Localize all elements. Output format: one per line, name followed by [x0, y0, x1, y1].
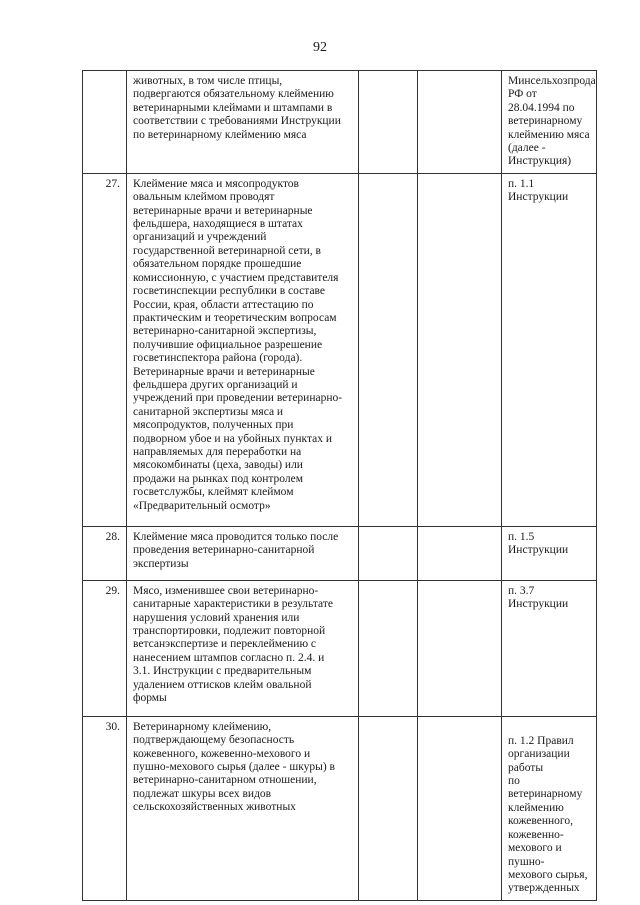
- empty-cell: [359, 526, 418, 580]
- table-row: [83, 173, 597, 526]
- empty-cell: [359, 71, 418, 174]
- reference-text: п. 3.7 Инструкции: [502, 580, 597, 716]
- row-number: [83, 71, 127, 174]
- reference-text: п. 1.2 Правил организации работы по ветеринарному клеймению кожевенного, кожевенно- мехового и пушно- мехового сырья, утвержденных: [502, 716, 597, 900]
- table-row: [83, 526, 597, 580]
- requirements-table: [82, 70, 597, 901]
- reference-text: п. 1.5 Инструкции: [502, 526, 597, 580]
- table-row: [83, 71, 597, 174]
- empty-cell: [418, 173, 502, 526]
- row-number: 27.: [83, 173, 127, 526]
- reference-text: п. 1.1 Инструкции: [502, 173, 597, 526]
- page-number: 92: [313, 40, 327, 55]
- row-number: 30.: [83, 716, 127, 900]
- empty-cell: [359, 716, 418, 900]
- empty-cell: [418, 71, 502, 174]
- empty-cell: [359, 173, 418, 526]
- empty-cell: [359, 580, 418, 716]
- requirement-text: Клеймение мяса и мясопродуктов овальным клеймом проводят ветеринарные врачи и ветеринарные фельдшера, находящиеся в штатах организаций и учреждений государственной ветеринарной сети, в обязательном порядке прошедшие комиссионную, с участием представителя госветинспекции республики в составе России, края, области аттестацию по практическим и теоретическим вопросам ветеринарно-санитарной экспертизы, получившие официальное разрешение госветинспектора района (города). Ветеринарные врачи и ветеринарные фельдшера других организаций и учреждений при проведении ветеринарно- санитарной экспертизы мяса и мясопродуктов, полученных при подворном убое и на убойных пунктах и направляемых для переработки на мясокомбинаты (цеха, заводы) или продажи на рынках под контролем госветслужбы, клеймят клеймом «Предварительный осмотр»: [127, 173, 359, 526]
- table-row: [83, 580, 597, 716]
- empty-cell: [418, 526, 502, 580]
- table-row: [83, 716, 597, 900]
- row-number: 28.: [83, 526, 127, 580]
- requirement-text: Мясо, изменившее свои ветеринарно- санитарные характеристики в результате нарушения условий хранения или транспортировки, подлежит повторной ветсанэкспертизе и переклеймению с нанесением штампов согласно п. 2.4. и 3.1. Инструкции с предварительным удалением оттисков клейм овальной формы: [127, 580, 359, 716]
- row-number: 29.: [83, 580, 127, 716]
- empty-cell: [418, 580, 502, 716]
- reference-text: Минсельхозпрода РФ от 28.04.1994 по ветеринарному клеймению мяса (далее - Инструкция): [502, 71, 597, 174]
- requirement-text: Клеймение мяса проводится только после проведения ветеринарно-санитарной экспертизы: [127, 526, 359, 580]
- requirement-text: животных, в том числе птицы, подвергаются обязательному клеймению ветеринарными клеймами и штампами в соответствии с требованиями Инструкции по ветеринарному клеймению мяса: [127, 71, 359, 174]
- empty-cell: [418, 716, 502, 900]
- requirement-text: Ветеринарному клеймению, подтверждающему безопасность кожевенного, кожевенно-мехового и пушно-мехового сырья (далее - шкуры) в ветеринарно-санитарном отношении, подлежат шкуры всех видов сельскохозяйственных животных: [127, 716, 359, 900]
